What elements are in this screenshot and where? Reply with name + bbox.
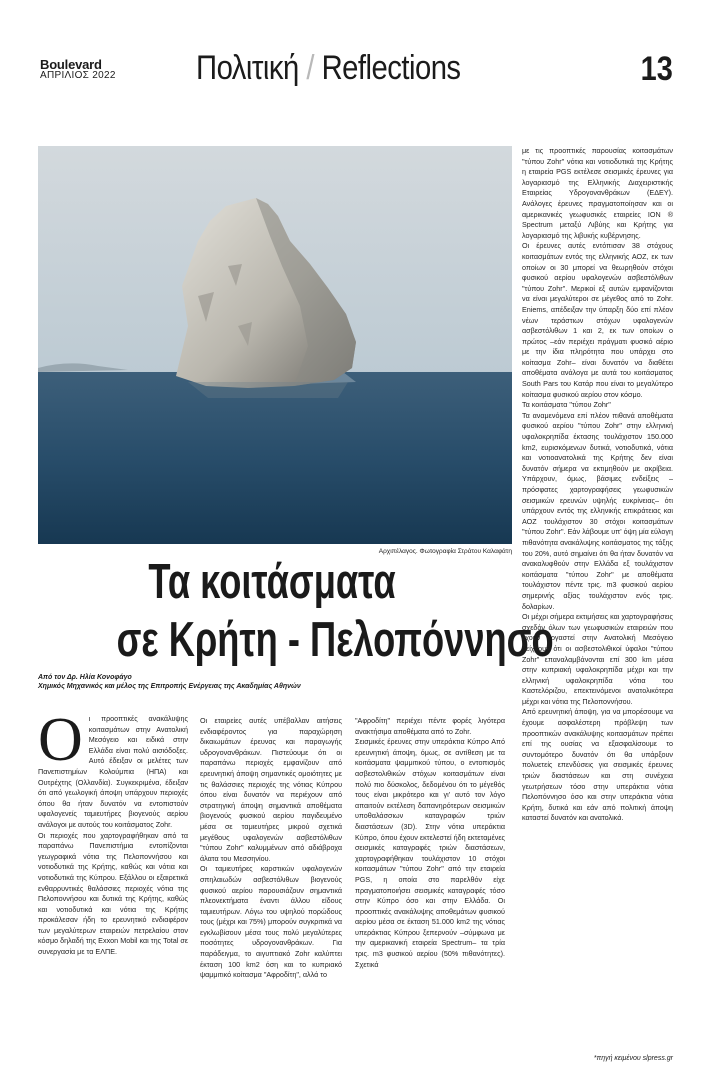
rock-seascape-photo — [38, 146, 512, 544]
subheading: Τα κοιτάσματα "τύπου Zohr" — [522, 400, 611, 410]
section-title-english: Reflections — [321, 49, 461, 87]
drop-cap: Ο — [38, 714, 83, 774]
headline-line-2: σε Κρήτη - Πελοπόννησο — [116, 613, 554, 667]
paragraph: Οι περιοχές που χαρτογραφήθηκαν από τα παραπάνω Πανεπιστήμια εντοπίζονται γεωγραφικά νότια της Πελοποννήσου και νοτιοδυτικά της Κρήτης, καθώς και νότια και νοτιοδυτικά της Κύπρου. Εξάλλου οι εξαιρετικά ενθαρρυντικές θαλάσσιες περιοχές νότια της Πελοποννήσου και δυτικά της Κρήτης, καθώς και νοτιοδυτικά και νότια της Κρήτης προκάλεσαν ήδη το ερευνητικό ενδιαφέρον των μεγαλύτερων εταιρειών πετρελαίου στον κόσμο δηλαδή της Exxon Mobil και της Total σε συνεργασία με τα ΕΛΠΕ. — [38, 830, 188, 957]
issue-date: ΑΠΡΙΛΙΟΣ 2022 — [40, 70, 116, 81]
section-title — [196, 46, 461, 90]
source-footnote: *πηγή κειμένου slpress.gr — [593, 1055, 673, 1062]
article-column-4 — [522, 146, 673, 1066]
photo-caption: Αρχιπέλαγος. Φωτογραφία Στράτου Καλαφάτη — [378, 548, 512, 555]
paragraph: Οι εταιρείες αυτές υπέβαλλαν αιτήσεις ενδιαφέροντος για παραχώρηση δικαιωμάτων έρευνας και παραγωγής υδρογονανθράκων. Πιστεύουμε ότι οι παραπάνω περιοχές εμφανίζουν από ερευνητική άποψη σημαντικές ομοιότητες με τις θαλάσσιες περιοχές της νότιας Κύπρου όπου είναι δυνατόν να περιέχουν από στρατηγική άποψη σημαντικά αποθέματα βιογενούς φυσικού αερίου παγιδευμένο μέσα σε ταμιευτήρες μικρού σχετικά μεγέθους υφαλογενών ασβεστόλιθων "τύπου Zohr" καλυμμένων από αδιάβροχα άλατα του Μεσσηνίου. — [200, 716, 342, 863]
paragraph: ι προοπτικές ανακάλυψης κοιτασμάτων στην Ανατολική Μεσόγειο και ειδικά στην Ελλάδα είναι πολύ αισιόδοξες. Αυτό έδειξαν οι μελέτες των Πανεπιστημίων Κολούμπια (ΗΠΑ) και Ουτρέχτης (Ολλανδία). Συγκεκριμένα, έδειξαν ότι από γεωλογική άποψη υπάρχουν περιοχές όπου θα ήταν δυνατόν να εντοπιστούν υφαλογενείς ταμιευτήρες βιογενούς αερίου ανάλογοι με αυτούς του κοιτάσματος Zohr. — [38, 714, 188, 829]
section-title-greek: Πολιτική — [196, 49, 299, 87]
paragraph: Οι ταμιευτήρες καρστικών υφαλογενών σπηλαιωδών ασβεστόλιθων βιογενούς φυσικού αερίου παρουσιάζουν σημαντικά πλεονεκτήματα έναντι άλλου είδους ταμιευτήρων. Λόγω του υψηλού πορώδους τους (μέχρι και 75%) μπορούν συγκριτικά να εγκλωβίσουν μέσα τους πολύ μεγαλύτερες ποσότητες υδρογονανθράκων. Για παράδειγμα, το αιγυπτιακό Zohr καλύπτει έκταση 100 km2 όση και το κυπριακό ψαμμιτικό κοίτασμα "Αφροδίτη", αλλά το — [200, 864, 342, 980]
author-name: Από τον Δρ. Ηλία Κονοφάγο — [38, 674, 132, 681]
paragraph: Σεισμικές έρευνες στην υπεράκτια Κύπρο Από ερευνητική άποψη, όμως, σε αντίθεση με τα κοιτάσματα ψαμμιτικού τύπου, ο εντοπισμός ασβεστολιθικών στόχων κοιτασμάτων είναι πολύ πιο δύσκολος, δεδομένου ότι το μέγεθός τους είναι μικρότερο και γι' αυτό τον λόγο απαιτούν εκτέλεση δαπανηρότερων σεισμικών υποθαλάσσιων καταγραφών τριών διαστάσεων (3D). Στην νότια υπεράκτια Κύπρο, όπου έχουν εκτελεστεί ήδη εκτεταμένες σεισμικές καταγραφές τριών διαστάσεων, χαρτογραφήθηκαν τουλάχιστον 10 στόχοι κοιτασμάτων "τύπου Zohr" από την εταιρεία PGS, η οποία στο παρελθόν είχε πραγματοποιήσει σεισμικές καταγραφές τόσο στην Κύπρο όσο και στην Ελλάδα. Οι προοπτικές ανακάλυψης αποθεμάτων φυσικού αερίου μέσα σε έκταση 51.000 km2 της νότιας υπεράκτιας Κύπρου ξεπερνούν –σύμφωνα με την αμερικανική εταιρεία Spectrum– τα τρία τρις. m3 φυσικού αερίου (50% πιθανότητες). Σχετικά — [355, 737, 505, 969]
magazine-brand: Boulevard — [40, 57, 102, 72]
paragraph: Οι έρευνες αυτές εντόπισαν 38 στόχους κοιτασμάτων εντός της ελληνικής ΑΟΖ, εκ των οποίων οι 30 μπορεί να θεωρηθούν στόχοι φυσικού αερίου υφαλογενών ασβεστόλιθων "τύπου Zohr". Μερικοί εξ αυτών εμφανίζονται να είναι μεγαλύτεροι σε μέγεθος από το Zohr. Eniems, απέδειξαν την ύπαρξη δύο επί πλέον νέων τεράστιων στόχων υφαλογενών ασβεστόλιθων 1 και 2, εκ των οποίων ο πρώτος –εάν περιέχει πράγματι φυσικό αέριο με την ίδια πληρότητα που υπάρχει στο κοίτασμα Zohr– είναι δυνατόν να διαθέτει αποθέματα ανάλογα με αυτά του κοιτάσματος South Pars του Κατάρ που είναι το μεγαλύτερο κοίτασμα φυσικού αερίου στον κόσμο. — [522, 241, 673, 399]
author-description: Χημικός Μηχανικός και μέλος της Επιτροπής Ενέργειας της Ακαδημίας Αθηνών — [38, 683, 301, 690]
paragraph: Οι μέχρι σήμερα εκτιμήσεις και χαρτογραφήσεις σχεδόν όλων των γεωφυσικών εταιρειών που έχουν εργαστεί στην Ανατολική Μεσόγειο δείχνουν ότι οι ασβεστολιθικοί ύφαλοι "τύπου Zohr" επαναλαμβάνονται επί 300 km μέσα στην κυπριακή υφαλοκρηπίδα μέχρι και την ελληνική υφαλοκρηπίδα νότια του Καστελόριζου, επεκτεινόμενοι ανατολικότερα μέχρι και νότια της Πελοποννήσου. — [522, 612, 673, 706]
headline-line-1: Τα κοιτάσματα — [148, 555, 396, 609]
paragraph: "Αφροδίτη" περιέχει πέντε φορές λιγότερα ανακτήσιμα αποθέματα από το Zohr. — [355, 716, 505, 736]
paragraph: Τα αναμενόμενα επί πλέον πιθανά αποθέματα φυσικού αερίου "τύπου Zohr" στην ελληνική υφαλοκρηπίδα έκτασης τουλάχιστον 150.000 km2, ευρισκόμενων δυτικά, νοτιοδυτικά, νότια και νοτιοανατολικά της Κρήτης δεν είναι δυνατόν σήμερα να εκτιμηθούν με ακρίβεια. Υπάρχουν, όμως, βάσιμες ενδείξεις –πρόσφατες χαρτογραφήσεις γεωφυσικών σεισμικών ερευνών υψηλής ευκρίνειας– ότι υπάρχουν εντός της ελληνικής επικράτειας και ΑΟΖ τουλάχιστον 30 στόχοι κοιτασμάτων "τύπου Zohr". Εάν λάβουμε υπ' όψη μία εύλογη πιθανότητα ανακάλυψης κοιτάσματος της τάξης του 20%, αυτό σημαίνει ότι θα ήταν δυνατόν να ανακαλυφθούν στην Ελλάδα εξ τουλάχιστον κοιτάσματα "τύπου Zohr" με αποθέματα τουλάχιστον πέντε τρις. m3 φυσικού αερίου σημερινής αξίας τουλάχιστον ενός τρις. δολαρίων. — [522, 410, 673, 611]
article-column-3 — [355, 716, 505, 1056]
article-column-1 — [38, 714, 188, 1054]
paragraph: Από ερευνητική άποψη, για να μπορέσουμε να έχουμε ασφαλέστερη πρόβλεψη των προοπτικών ανακάλυψης κοιτασμάτων πρέπει επί της ουσίας να εξασφαλίσουμε το συντομότερο δυνατόν ότι θα υπάρξουν πολυετείς επενδύσεις για σεισμικές έρευνες τριών διαστάσεων και στη συνέχεια γεωτρήσεων τόσο στην υπεράκτια νότια Πελοπόννησο όσο και στην υπεράκτια νότια Κρήτη, δυτικά και εάν από πολιτική άποψη καταστεί δυνατόν και ανατολικά. — [522, 707, 673, 823]
page-number: 13 — [640, 50, 673, 88]
section-slash: / — [298, 49, 322, 87]
article-column-2 — [200, 716, 342, 1056]
paragraph: με τις προοπτικές παρουσίας κοιτασμάτων "τύπου Zohr" νότια και νοτιοδυτικά της Κρήτης η εταιρεία PGS εκτέλεσε σεισμικές έρευνες για λογαριασμό της Ελληνικής Διαχειριστικής Εταιρείας Υδρογονανθράκων (ΕΔΕΥ). Ανάλογες έρευνες πραγματοποίησαν και οι αμερικανικές γεωφυσικές εταιρείες ION ® Spectrum μεταξύ Λιβύης και Κρήτης για λογαριασμό της λιβυκής κυβέρνησης. — [522, 146, 673, 240]
